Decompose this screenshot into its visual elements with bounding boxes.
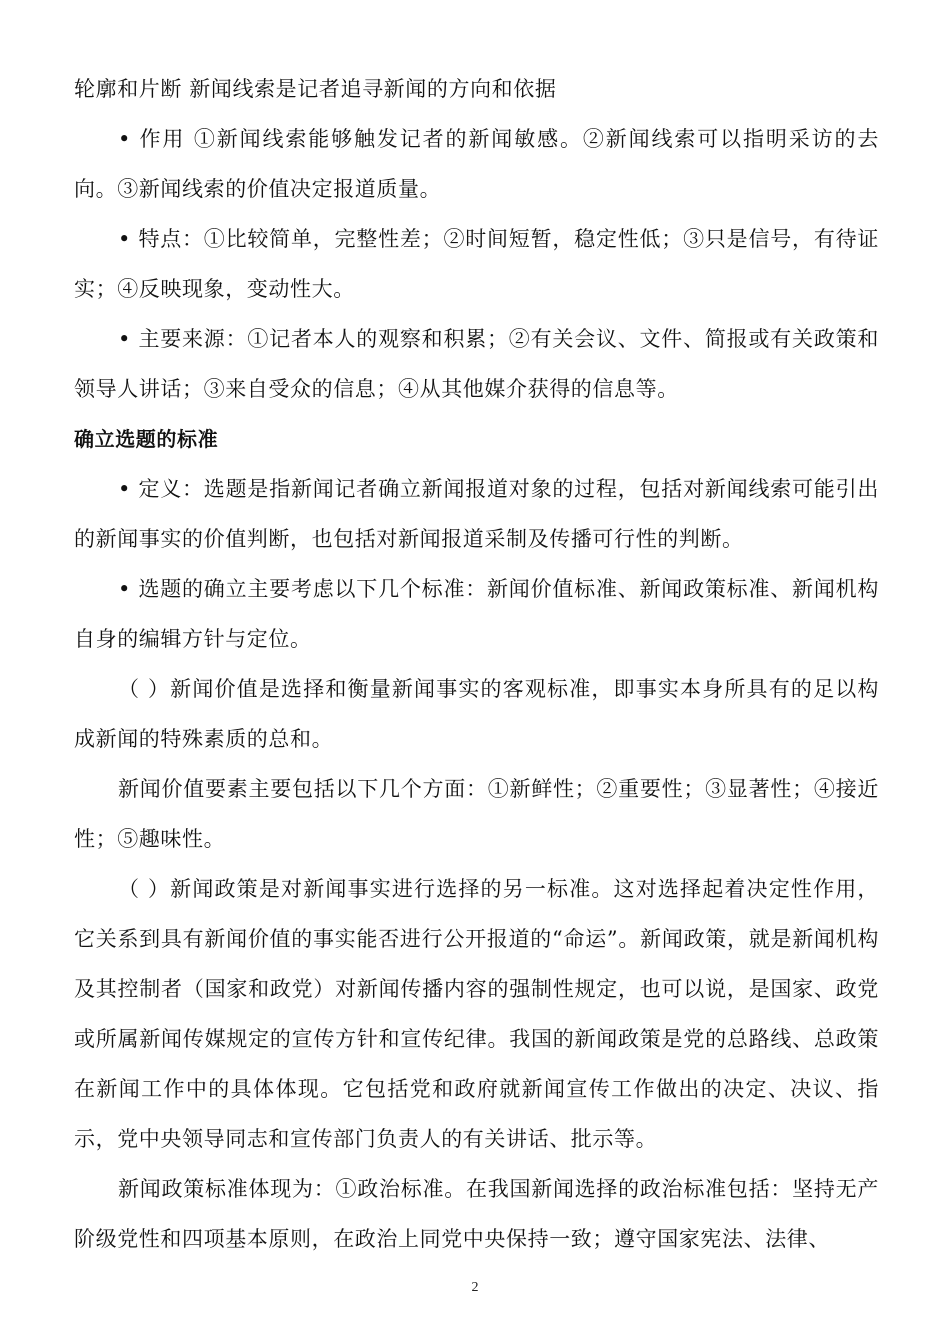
paragraph-policy-standards: 新闻政策标准体现为：①政治标准。在我国新闻选择的政治标准包括：坚持无产阶级党性和四项基本原则，在政治上同党中央保持一致；遵守国家宪法、法律、 xyxy=(74,1177,879,1251)
paragraph-clue-function: • 作用 ①新闻线索能够触发记者的新闻敏感。②新闻线索可以指明采访的去向。③新闻线索的价值决定报道质量。 xyxy=(74,127,879,201)
paragraph-topic-definition: • 定义：选题是指新闻记者确立新闻报道对象的过程，包括对新闻线索可能引出的新闻事实的价值判断，也包括对新闻报道采制及传播可行性的判断。 xyxy=(74,477,879,551)
paragraph-news-policy: （ ）新闻政策是对新闻事实进行选择的另一标准。这对选择起着决定性作用，它关系到具有新闻价值的事实能否进行公开报道的“命运”。新闻政策，就是新闻机构及其控制者（国家和政党）对新闻传播内容的强制性规定，也可以说，是国家、政党或所属新闻传媒规定的宣传方针和宣传纪律。我国的新闻政策是党的总路线、总政策在新闻工作中的具体体现。它包括党和政府就新闻宣传工作做出的决定、决议、指示，党中央领导同志和宣传部门负责人的有关讲话、批示等。 xyxy=(74,877,879,1151)
document-body xyxy=(74,64,879,1264)
paragraph-news-value-elements: 新闻价值要素主要包括以下几个方面：①新鲜性；②重要性；③显著性；④接近性；⑤趣味性。 xyxy=(74,777,879,851)
section-heading-topic-standards: 确立选题的标准 xyxy=(74,427,219,451)
paragraph-news-clue-intro: 轮廓和片断 新闻线索是记者追寻新闻的方向和依据 xyxy=(74,77,557,101)
paragraph-clue-sources: • 主要来源：①记者本人的观察和积累；②有关会议、文件、简报或有关政策和领导人讲话；③来自受众的信息；④从其他媒介获得的信息等。 xyxy=(74,327,879,401)
page-number: 2 xyxy=(471,1280,479,1295)
paragraph-clue-features: • 特点：①比较简单，完整性差；②时间短暂，稳定性低；③只是信号，有待证实；④反映现象，变动性大。 xyxy=(74,227,879,301)
paragraph-news-value: （ ）新闻价值是选择和衡量新闻事实的客观标准，即事实本身所具有的足以构成新闻的特殊素质的总和。 xyxy=(74,677,879,751)
paragraph-topic-standards: • 选题的确立主要考虑以下几个标准：新闻价值标准、新闻政策标准、新闻机构自身的编辑方针与定位。 xyxy=(74,577,879,651)
